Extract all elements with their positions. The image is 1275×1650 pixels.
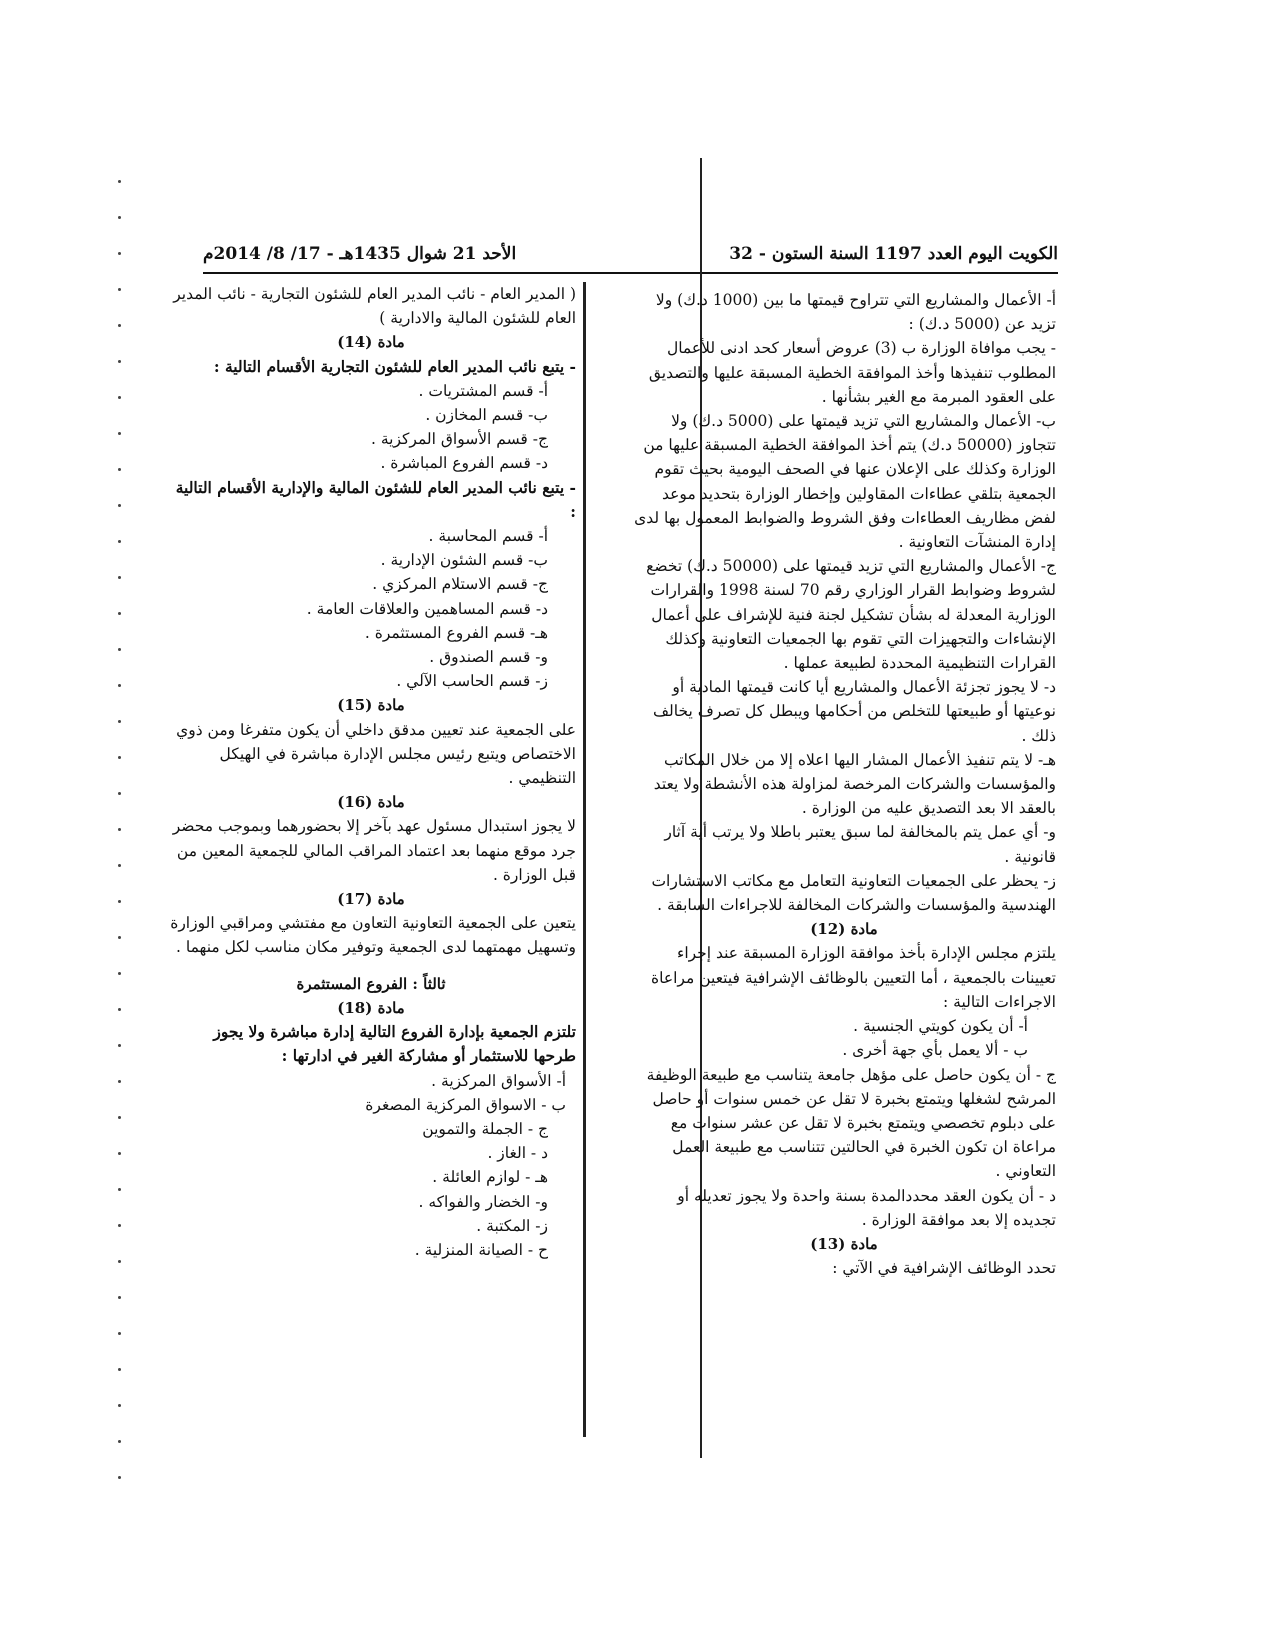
paragraph: و- الخضار والفواكه . bbox=[418, 1192, 548, 1211]
paragraph: ج - أن يكون حاصل على مؤهل جامعة يتناسب مع طبيعة الوظيفة المرشح لشغلها ويتمتع بخبرة لا تقل عن خمس سنوات أو حاصل على دبلوم تخصصي ويتمتع بخبرة لا تقل عن عشر سنوات مع مراعاة ان تكون الخبرة في الحالتين تتناسب مع طبيعة العمل التعاوني . bbox=[646, 1065, 1056, 1181]
paragraph: يتعين على الجمعية التعاونية التعاون مع مفتشي ومراقبي الوزارة وتسهيل مهمتهما لدى الجمعية وتوفير مكان مناسب لكل منهما . bbox=[170, 914, 576, 957]
scan-dot bbox=[118, 1224, 121, 1227]
paragraph: ب- قسم المخازن . bbox=[425, 406, 548, 425]
paragraph: على الجمعية عند تعيين مدقق داخلي أن يكون متفرغا ومن ذوي الاختصاص ويتبع رئيس مجلس الإدارة مباشرة في الهيكل التنظيمي . bbox=[176, 720, 576, 788]
paragraph: ب - ألا يعمل بأي جهة أخرى . bbox=[842, 1041, 1028, 1060]
scan-dot bbox=[118, 1188, 121, 1191]
paragraph: و- قسم الصندوق . bbox=[429, 648, 548, 667]
scan-dot bbox=[118, 360, 121, 363]
page-header bbox=[203, 240, 1058, 272]
article-heading: مادة (13) bbox=[810, 1234, 878, 1253]
scan-dot bbox=[118, 648, 121, 651]
scan-dot bbox=[118, 1260, 121, 1263]
scan-dot bbox=[118, 684, 121, 687]
article-heading: مادة (12) bbox=[810, 920, 878, 939]
paragraph: هـ - لوازم العائلة . bbox=[432, 1168, 548, 1187]
article-heading: ثالثاً : الفروع المستثمرة bbox=[296, 974, 446, 993]
scan-dot bbox=[118, 1296, 121, 1299]
paragraph: د - الغاز . bbox=[487, 1144, 548, 1163]
article-heading: مادة (15) bbox=[337, 696, 405, 715]
scan-dot bbox=[118, 540, 121, 543]
scan-dot bbox=[118, 864, 121, 867]
paragraph: ج - الجملة والتموين bbox=[422, 1119, 548, 1138]
right-column bbox=[632, 288, 1056, 1280]
scan-dot bbox=[118, 1368, 121, 1371]
scan-dot bbox=[118, 1008, 121, 1011]
scan-dot bbox=[118, 720, 121, 723]
paragraph: أ- الأسواق المركزية . bbox=[431, 1071, 566, 1090]
scan-dot bbox=[118, 936, 121, 939]
paragraph: هـ- قسم الفروع المستثمرة . bbox=[364, 623, 548, 642]
scan-dot bbox=[118, 1332, 121, 1335]
scan-dot bbox=[118, 1080, 121, 1083]
scan-dot bbox=[118, 1116, 121, 1119]
paragraph: أ- الأعمال والمشاريع التي تتراوح قيمتها ما بين (1000 د.ك) ولا تزيد عن (5000 د.ك) : bbox=[655, 291, 1056, 334]
article-heading: مادة (14) bbox=[337, 333, 405, 352]
scan-dot bbox=[118, 1044, 121, 1047]
paragraph: أ- أن يكون كويتي الجنسية . bbox=[853, 1017, 1028, 1036]
scan-dot bbox=[118, 756, 121, 759]
paragraph: لا يجوز استبدال مسئول عهد بآخر إلا بحضورهما وبموجب محضر جرد موقع منهما بعد اعتماد المراقب المالي للجمعية المعين من قبل الوزارة . bbox=[172, 817, 576, 884]
scan-dot bbox=[118, 504, 121, 507]
scan-dot bbox=[118, 576, 121, 579]
paragraph: - يجب موافاة الوزارة ب (3) عروض أسعار كحد ادنى للأعمال المطلوب تنفيذها وأخذ الموافقة الخطية المسبقة عليها والتصديق على العقود المبرمة مع الغير بشأنها . bbox=[648, 339, 1056, 406]
paragraph: د- لا يجوز تجزئة الأعمال والمشاريع أيا كانت قيمتها المادية أو نوعيتها أو طبيعتها للتخلص من أحكامها ويبطل كل تصرف يخالف ذلك . bbox=[653, 678, 1056, 745]
scan-dot bbox=[118, 1404, 121, 1407]
paragraph: د- قسم المساهمين والعلاقات العامة . bbox=[306, 599, 548, 618]
paragraph: تلتزم الجمعية بإدارة الفروع التالية إدارة مباشرة ولا يجوز طرحها للاستثمار أو مشاركة الغير في ادارتها : bbox=[213, 1022, 576, 1066]
paragraph: يلتزم مجلس الإدارة بأخذ موافقة الوزارة المسبقة عند إجراء تعيينات بالجمعية ، أما التعيين بالوظائف الإشرافية فيتعين مراعاة الاجراءات التالية : bbox=[651, 944, 1056, 1011]
spacer bbox=[166, 960, 576, 972]
scan-dot bbox=[118, 1476, 121, 1479]
scan-dot bbox=[118, 252, 121, 255]
paragraph: ز- قسم الحاسب الآلي . bbox=[396, 672, 548, 691]
article-heading: مادة (18) bbox=[337, 998, 405, 1017]
scan-dot bbox=[118, 1152, 121, 1155]
paragraph: ج- الأعمال والمشاريع التي تزيد قيمتها على (50000 د.ك) تخضع لشروط وضوابط القرار الوزاري رقم 70 لسنة 1998 والقرارات الوزارية المعدلة له بشأن تشكيل لجنة فنية للإشراف على أعمال الإنشاءات والتجهيزات التي تقوم بها الجمعيات التعاونية وكذلك القرارات التنظيمية المحددة لطبيعة عملها . bbox=[646, 557, 1056, 673]
scan-dot bbox=[118, 432, 121, 435]
paragraph: ح - الصيانة المنزلية . bbox=[414, 1240, 548, 1259]
paragraph: ز- يحظر على الجمعيات التعاونية التعامل مع مكاتب الاستشارات الهندسية والمؤسسات والشركات المخالفة للاجراءات السابقة . bbox=[651, 871, 1056, 915]
paragraph: ب- الأعمال والمشاريع التي تزيد قيمتها على (5000 د.ك) ولا تتجاوز (50000 د.ك) يتم أخذ الموافقة الخطية المسبقة عليها من الوزارة وكذلك على الإعلان عنها في الصحف اليومية بحيث تقوم الجمعية بتلقي عطاءات المقاولين وإخطار الوزارة بتحديد موعد لفض مظاريف العطاءات وفق الشروط والضوابط المعمول بها لدى إدارة المنشآت التعاونية . bbox=[634, 412, 1056, 552]
scan-dot bbox=[118, 324, 121, 327]
scan-dot bbox=[118, 180, 121, 183]
paragraph: ب- قسم الشئون الإدارية . bbox=[380, 551, 548, 570]
paragraph: د- قسم الفروع المباشرة . bbox=[380, 454, 548, 473]
paragraph: ز- المكتبة . bbox=[476, 1216, 548, 1235]
article-heading: مادة (16) bbox=[337, 793, 405, 812]
paragraph: و- أي عمل يتم بالمخالفة لما سبق يعتبر باطلا ولا يرتب أية آثار قانونية . bbox=[664, 823, 1056, 866]
paragraph: أ- قسم المشتريات . bbox=[418, 381, 548, 400]
paragraph: - يتبع نائب المدير العام للشئون المالية والإدارية الأقسام التالية : bbox=[175, 477, 576, 521]
paragraph: ( المدير العام - نائب المدير العام للشئون التجارية - نائب المدير العام للشئون المالية والادارية ) bbox=[173, 285, 576, 328]
header-date: الأحد 21 شوال 1435هـ - 17/ 8/ 2014م bbox=[203, 244, 517, 264]
scan-dot bbox=[118, 396, 121, 399]
scan-dot bbox=[118, 900, 121, 903]
scan-dot bbox=[118, 612, 121, 615]
scan-dot bbox=[118, 972, 121, 975]
scan-dot bbox=[118, 468, 121, 471]
scan-dot bbox=[118, 1440, 121, 1443]
scan-dot bbox=[118, 792, 121, 795]
paragraph: هـ- لا يتم تنفيذ الأعمال المشار اليها اعلاه إلا من خلال المكاتب والمؤسسات والشركات المرخصة لمزاولة هذه الأنشطة ولا يعتد بالعقد الا بعد التصديق عليه من الوزارة . bbox=[653, 750, 1056, 818]
scan-margin-dots bbox=[118, 180, 124, 1480]
paragraph: ب - الاسواق المركزية المصغرة bbox=[365, 1095, 566, 1114]
left-column bbox=[166, 282, 576, 1262]
paragraph: ج- قسم الأسواق المركزية . bbox=[370, 430, 548, 449]
paragraph: د - أن يكون العقد محددالمدة بسنة واحدة ولا يجوز تعديله أو تجديده إلا بعد موافقة الوزارة . bbox=[677, 1186, 1056, 1229]
header-rule bbox=[203, 272, 1058, 274]
paragraph: تحدد الوظائف الإشرافية في الآتي : bbox=[832, 1259, 1056, 1278]
article-heading: مادة (17) bbox=[337, 890, 405, 909]
paragraph: ج- قسم الاستلام المركزي . bbox=[372, 575, 548, 594]
paragraph: - يتبع نائب المدير العام للشئون التجارية الأقسام التالية : bbox=[213, 356, 576, 376]
column-divider-left bbox=[583, 282, 586, 1437]
scan-dot bbox=[118, 216, 121, 219]
scan-dot bbox=[118, 828, 121, 831]
scan-dot bbox=[118, 288, 121, 291]
paragraph: أ- قسم المحاسبة . bbox=[428, 527, 548, 546]
header-gazette-info: الكويت اليوم العدد 1197 السنة الستون - 32 bbox=[729, 244, 1058, 264]
